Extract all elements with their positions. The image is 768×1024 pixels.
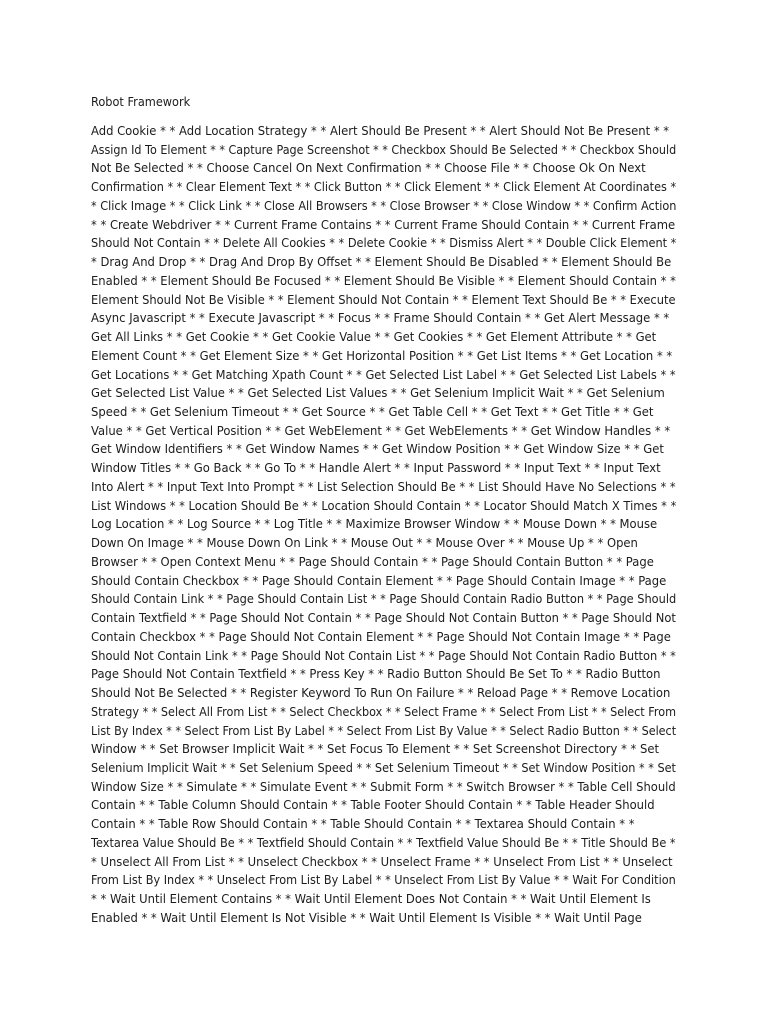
text-line: Page Should Not Contain Textfield * * Press Key * * Radio Button Should Be Set To * * Radio Button <box>91 667 661 682</box>
text-line: Should Not Contain Link * * Page Should Not Contain List * * Page Should Not Contain Radio Button * * <box>91 648 676 663</box>
text-line: Strategy * * Select All From List * * Select Checkbox * * Select Frame * * Select From List * * Select From <box>91 704 677 719</box>
document-title: Robot Framework <box>91 95 191 109</box>
text-line: Enabled * * Wait Until Element Is Not Visible * * Wait Until Element Is Visible * * Wait Until Page <box>91 910 642 925</box>
text-line: Contain Textfield * * Page Should Not Contain * * Page Should Not Contain Button * * Page Should Not <box>91 611 676 626</box>
text-line: Textarea Value Should Be * * Textfield Should Contain * * Textfield Value Should Be * * Title Should Be * <box>91 835 676 850</box>
text-line: Element Should Not Be Visible * * Element Should Not Contain * * Element Text Should Be * * Execute <box>91 292 676 307</box>
text-line: Down On Image * * Mouse Down On Link * * Mouse Out * * Mouse Over * * Mouse Up * * Open <box>91 536 638 551</box>
text-line: Speed * * Get Selenium Timeout * * Get Source * * Get Table Cell * * Get Text * * Get Title * * Get <box>91 405 654 420</box>
text-line: * * Create Webdriver * * Current Frame Contains * * Current Frame Should Contain * * Current Frame <box>91 217 676 232</box>
text-line: List Windows * * Location Should Be * * Location Should Contain * * Locator Should Match X Times * * <box>91 498 677 513</box>
text-line: Should Contain Link * * Page Should Contain List * * Page Should Contain Radio Button * * Page Should <box>91 592 677 607</box>
text-line: Assign Id To Element * * Capture Page Screenshot * * Checkbox Should Be Selected * * Checkbox Should <box>91 142 677 157</box>
text-line: Get Locations * * Get Matching Xpath Count * * Get Selected List Label * * Get Selected List Labels * * <box>91 367 676 382</box>
text-line: Into Alert * * Input Text Into Prompt * * List Selection Should Be * * List Should Have No Selections * * <box>91 479 676 494</box>
text-line: Contain * * Table Column Should Contain * * Table Footer Should Contain * * Table Header Should <box>91 798 655 813</box>
text-line: Should Contain Checkbox * * Page Should Contain Element * * Page Should Contain Image * * Page <box>91 573 667 588</box>
text-line: Get Selected List Value * * Get Selected List Values * * Get Selenium Implicit Wait * * Get Selenium <box>91 386 665 401</box>
text-line: Should Not Be Selected * * Register Keyword To Run On Failure * * Reload Page * * Remove Location <box>91 686 671 701</box>
text-line: Get All Links * * Get Cookie * * Get Cookie Value * * Get Cookies * * Get Element Attribute * * Get <box>91 330 657 345</box>
document-body <box>91 122 676 928</box>
text-line: Log Location * * Log Source * * Log Title * * Maximize Browser Window * * Mouse Down * * Mouse <box>91 517 658 532</box>
text-line: From List By Index * * Unselect From List By Label * * Unselect From List By Value * * Wait For Condition <box>91 873 676 888</box>
text-line: * Drag And Drop * * Drag And Drop By Offset * * Element Should Be Disabled * * Element Should Be <box>91 255 672 270</box>
text-line: Not Be Selected * * Choose Cancel On Next Confirmation * * Choose File * * Choose Ok On Next <box>91 161 646 176</box>
text-line: * Unselect All From List * * Unselect Checkbox * * Unselect Frame * * Unselect From List * * Unselect <box>91 854 673 869</box>
text-line: Async Javascript * * Execute Javascript * * Focus * * Frame Should Contain * * Get Alert Message * * <box>91 311 670 326</box>
text-line: Browser * * Open Context Menu * * Page Should Contain * * Page Should Contain Button * * Page <box>91 554 654 569</box>
text-line: Window * * Set Browser Implicit Wait * * Set Focus To Element * * Set Screenshot Directory * * Set <box>91 742 660 757</box>
text-line: Add Cookie * * Add Location Strategy * * Alert Should Be Present * * Alert Should Not Be Present * * <box>91 124 670 138</box>
text-line: Value * * Get Vertical Position * * Get WebElement * * Get WebElements * * Get Window Handles * * <box>91 423 671 438</box>
text-line: * * Wait Until Element Contains * * Wait Until Element Does Not Contain * * Wait Until Element Is <box>91 892 651 907</box>
text-line: Contain Checkbox * * Page Should Not Contain Element * * Page Should Not Contain Image * * Page <box>91 629 671 644</box>
text-line: * Click Image * * Click Link * * Close All Browsers * * Close Browser * * Close Window * * Confirm Action <box>91 198 677 213</box>
text-line: Enabled * * Element Should Be Focused * * Element Should Be Visible * * Element Should Contain * * <box>91 273 676 288</box>
text-line: Selenium Implicit Wait * * Set Selenium Speed * * Set Selenium Timeout * * Set Window Position * * Set <box>91 760 676 775</box>
text-line: Get Window Identifiers * * Get Window Names * * Get Window Position * * Get Window Size * * Get <box>91 442 664 457</box>
text-line: Confirmation * * Clear Element Text * * Click Button * * Click Element * * Click Element At Coordinates * <box>91 180 677 195</box>
text-line: List By Index * * Select From List By Label * * Select From List By Value * * Select Radio Button * * Select <box>91 723 677 738</box>
text-line: Window Titles * * Go Back * * Go To * * Handle Alert * * Input Password * * Input Text * * Input Text <box>91 461 661 476</box>
text-line: Contain * * Table Row Should Contain * * Table Should Contain * * Textarea Should Contain * * <box>91 817 635 832</box>
text-line: Should Not Contain * * Delete All Cookies * * Delete Cookie * * Dismiss Alert * * Double Click Element * <box>91 236 677 251</box>
text-line: Element Count * * Get Element Size * * Get Horizontal Position * * Get List Items * * Get Location * * <box>91 348 673 363</box>
text-line: Window Size * * Simulate * * Simulate Event * * Submit Form * * Switch Browser * * Table Cell Should <box>91 779 676 794</box>
